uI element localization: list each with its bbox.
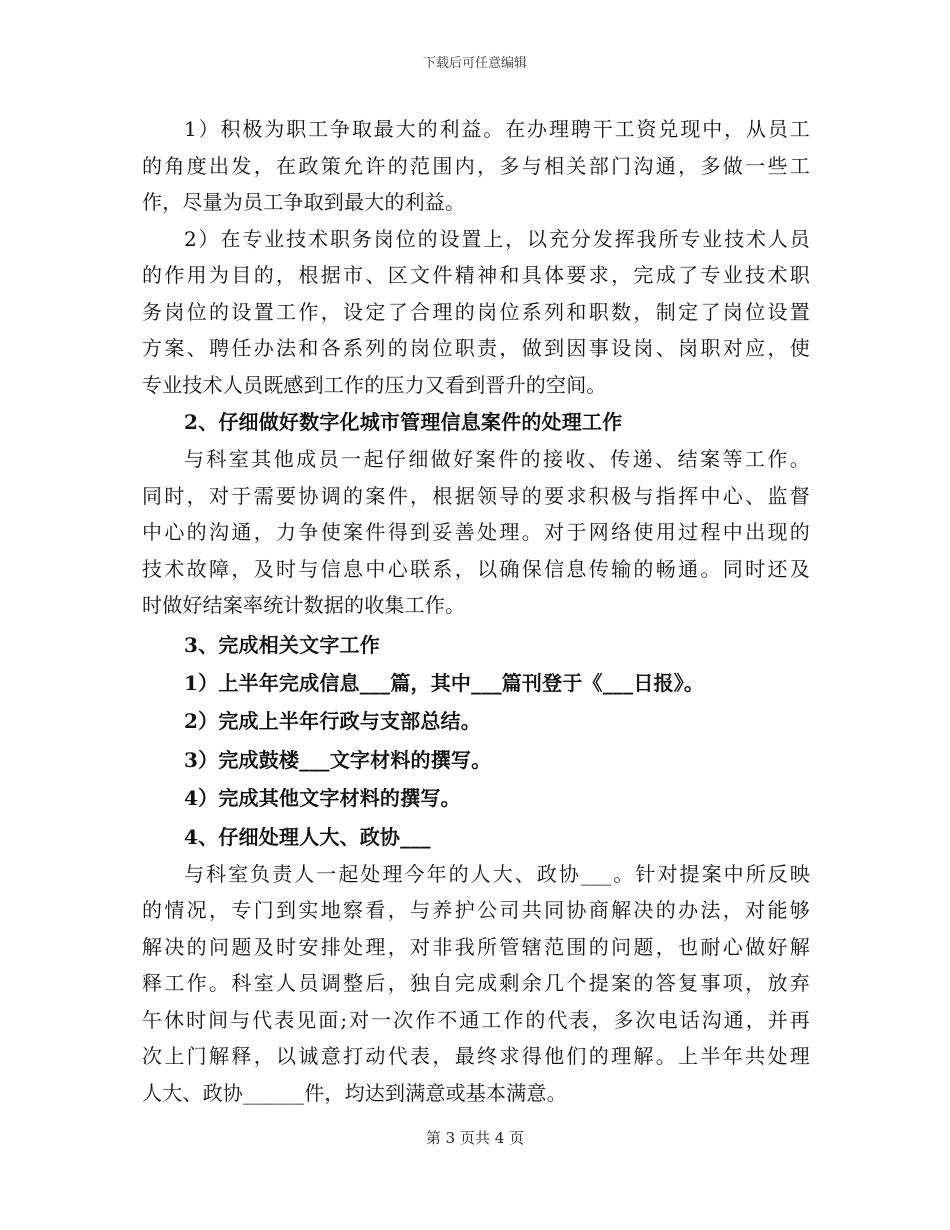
- paragraph-line: 释工作。科室人员调整后，独自完成剩余几个提案的答复事项，放弃: [142, 971, 810, 995]
- paragraph-line: 的角度出发，在政策允许的范围内，多与相关部门沟通，多做一些工: [142, 153, 810, 178]
- section-heading: 2、仔细做好数字化城市管理信息案件的处理工作: [184, 410, 623, 434]
- list-item: 4）完成其他文字材料的撰写。: [184, 786, 461, 810]
- paragraph-line: 1）积极为职工争取最大的利益。在办理聘干工资兑现中，从员工: [184, 117, 810, 141]
- page-header: 下载后可任意编辑: [422, 56, 527, 71]
- list-item: 3）完成鼓楼___文字材料的撰写。: [184, 747, 492, 772]
- list-item: 1）上半年完成信息___篇，其中___篇刊登于《___日报》。: [184, 670, 705, 695]
- paragraph-line: 同时，对于需要协调的案件，根据领导的要求积极与指挥中心、监督: [142, 483, 810, 508]
- paragraph-line: 与科室负责人一起处理今年的人大、政协___。针对提案中所反映: [184, 861, 810, 886]
- paragraph-line: 2）在专业技术职务岗位的设置上，以充分发挥我所专业技术人员: [184, 226, 810, 251]
- paragraph-line: 次上门解释，以诚意打动代表，最终求得他们的理解。上半年共处理: [142, 1044, 810, 1068]
- paragraph-line: 技术故障，及时与信息中心联系，以确保信息传输的畅通。同时还及: [142, 556, 810, 581]
- paragraph-line: 的情况，专门到实地察看，与养护公司共同协商解决的办法，对能够: [142, 898, 810, 922]
- document-body: [142, 111, 810, 1111]
- paragraph-line: 的作用为目的，根据市、区文件精神和具体要求，完成了专业技术职: [142, 263, 810, 287]
- paragraph-line: 人大、政协______件，均达到满意或基本满意。: [142, 1080, 567, 1105]
- paragraph-line: 午休时间与代表见面;对一次作不通工作的代表，多次电话沟通，并再: [142, 1007, 810, 1032]
- paragraph-line: 中心的沟通，力争使案件得到妥善处理。对于网络使用过程中出现的: [142, 520, 810, 544]
- list-item: 2）完成上半年行政与支部总结。: [184, 709, 481, 733]
- section-heading: 3、完成相关文字工作: [184, 632, 380, 657]
- page-footer: 第 3 页共 4 页: [425, 1129, 525, 1147]
- paragraph-line: 时做好结案率统计数据的收集工作。: [142, 593, 466, 617]
- paragraph-line: 方案、聘任办法和各系列的岗位职责，做到因事设岗、岗职对应，使: [142, 336, 810, 360]
- section-heading: 4、仔细处理人大、政协___: [184, 824, 431, 849]
- paragraph-line: 作，尽量为员工争取到最大的利益。: [142, 190, 466, 214]
- paragraph-line: 与科室其他成员一起仔细做好案件的接收、传递、结案等工作。: [184, 447, 810, 471]
- paragraph-line: 解决的问题及时安排处理，对非我所管辖范围的问题，也耐心做好解: [142, 934, 810, 959]
- paragraph-line: 务岗位的设置工作，设定了合理的岗位系列和职数，制定了岗位设置: [142, 299, 810, 324]
- paragraph-line: 专业技术人员既感到工作的压力又看到晋升的空间。: [142, 372, 607, 397]
